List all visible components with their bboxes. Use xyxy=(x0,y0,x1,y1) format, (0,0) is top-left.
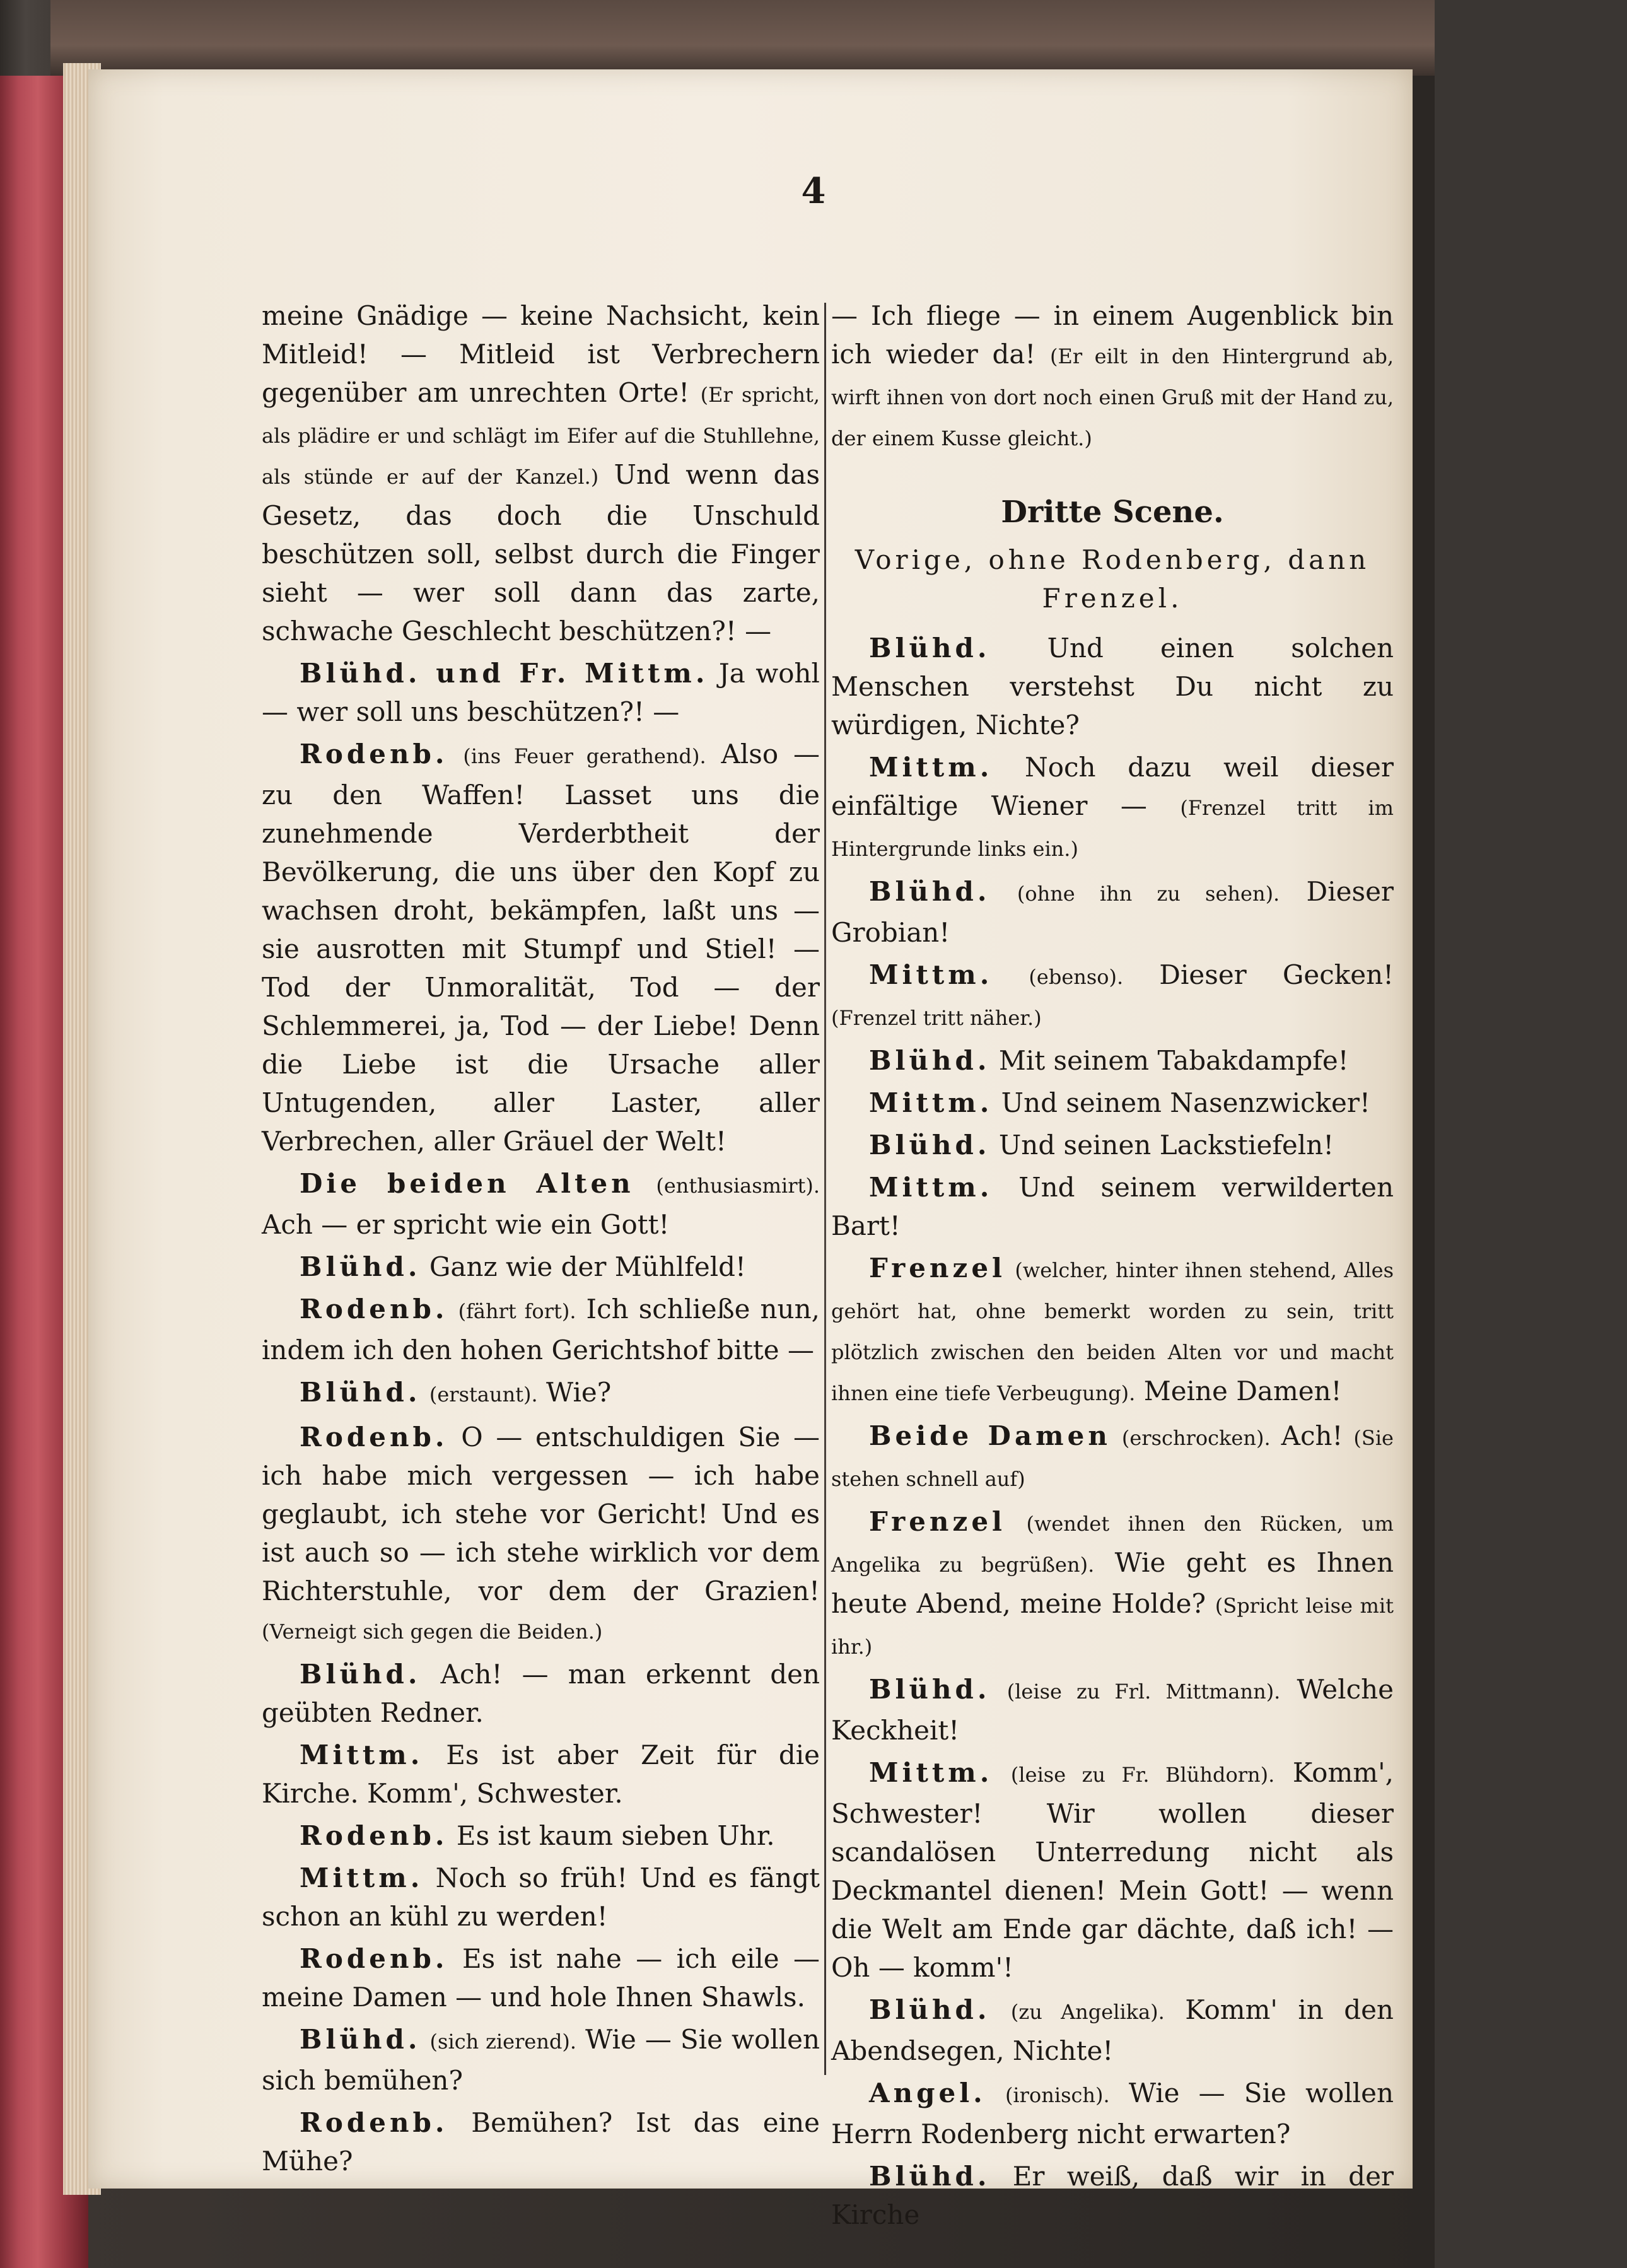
speaker-name: Mittm. xyxy=(300,1862,424,1893)
stage-direction: (ebenso). xyxy=(1029,965,1124,989)
speaker-name: Blühd. xyxy=(869,2161,991,2192)
speaker-name: Blühd. xyxy=(300,1377,421,1408)
speaker-name: Frenzel xyxy=(869,1253,1006,1283)
stage-direction: (zu Angelika). xyxy=(1010,2000,1165,2024)
dialogue-text: Komm' in den Abendsegen, Nichte! xyxy=(831,1994,1394,2066)
speaker-name: Blühd. xyxy=(300,1251,421,1282)
stage-direction: (wendet ihnen den Rücken, um Angelika zu begrüßen). xyxy=(831,1512,1394,1577)
speaker-name: Blühd. xyxy=(869,1994,991,2025)
dialogue-text: Und wenn das Gesetz, das doch die Unschuld beschützen soll, selbst durch die Finger sieht — wer soll dann das zarte, schwache Geschlecht beschützen?! — xyxy=(262,459,820,646)
dialogue-text: Er weiß, daß wir in der Kirche xyxy=(831,2161,1394,2230)
speaker-name: Blühd. xyxy=(869,1045,991,1076)
left-column xyxy=(262,296,820,2177)
dialogue-paragraph xyxy=(831,296,1394,458)
speaker-name: Rodenb. xyxy=(300,2107,448,2138)
dialogue-paragraph xyxy=(262,1248,820,1286)
speaker-name: Rodenb. xyxy=(300,1943,448,1974)
dialogue-paragraph xyxy=(262,1290,820,1369)
dialogue-text: Es ist nahe — ich eile — meine Damen — und hole Ihnen Shawls. xyxy=(262,1943,820,2013)
dialogue-paragraph xyxy=(831,1041,1394,1080)
dialogue-paragraph xyxy=(831,629,1394,744)
dialogue-text: Ach! — man erkennt den geübten Redner. xyxy=(262,1659,820,1728)
stage-direction: (erschrocken). xyxy=(1121,1426,1271,1450)
speaker-name: Frenzel xyxy=(869,1506,1006,1537)
dialogue-paragraph xyxy=(831,1126,1394,1164)
dialogue-text: Und seinen Lackstiefeln! xyxy=(998,1130,1334,1160)
dialogue-text: Ganz wie der Mühlfeld! xyxy=(429,1251,746,1282)
stage-direction: (Er spricht, als plädire er und schlägt im Eifer auf die Stuhllehne, als stünde er auf der Kanzel.) xyxy=(262,383,820,489)
dialogue-paragraph xyxy=(262,735,820,1160)
dialogue-text: Meine Damen! xyxy=(1143,1376,1342,1406)
dialogue-paragraph xyxy=(262,296,820,650)
speaker-name: Rodenb. xyxy=(300,739,448,769)
dialogue-text: Bemühen? Ist das eine Mühe? xyxy=(262,2107,820,2177)
scene-cast: Vorige, ohne Rodenberg, dann Frenzel. xyxy=(854,544,1370,614)
stage-direction: (Spricht leise mit ihr.) xyxy=(831,1594,1394,1659)
dialogue-paragraph xyxy=(831,1990,1394,2070)
stage-direction: (leise zu Frl. Mittmann). xyxy=(1006,1680,1281,1704)
stage-direction: (erstaunt). xyxy=(429,1382,538,1406)
stage-direction: (welcher, hinter ihnen stehend, Alles gehört hat, ohne bemerkt worden zu sein, tritt plötzlich zwischen den beiden Alten vor und macht ihnen eine tiefe Verbeugung). xyxy=(831,1258,1394,1405)
dialogue-paragraph xyxy=(262,1939,820,2016)
dialogue-text: — Ich fliege — in einem Augenblick bin ich wieder da! xyxy=(831,300,1394,370)
dialogue-text: Ich schließe nun, indem ich den hohen Gerichtshof bitte — xyxy=(262,1294,820,1365)
dialogue-paragraph xyxy=(262,654,820,731)
dialogue-paragraph xyxy=(831,872,1394,952)
speaker-name: Blühd. xyxy=(300,1659,421,1690)
dialogue-paragraph xyxy=(831,956,1394,1038)
stage-direction: (sich zierend). xyxy=(429,2030,577,2054)
dialogue-text: Ach — er spricht wie ein Gott! xyxy=(262,1209,670,1240)
dialogue-text: Dieser Gecken! xyxy=(1159,959,1394,990)
stage-direction: (ins Feuer gerathend). xyxy=(463,744,706,768)
dialogue-text: Also — zu den Waffen! Lasset uns die zunehmende Verderbtheit der Bevölkerung, die uns über den Kopf zu wachsen droht, bekämpfen, laßt uns — sie ausrotten mit Stumpf und Stiel! — Tod der Unmoralität, Tod — der Schlemmerei, ja, Tod — der Liebe! Denn die Liebe ist die Ursache aller Untugenden, aller Laster, aller Verbrechen, aller Gräuel der Welt! xyxy=(262,739,820,1157)
dialogue-paragraph xyxy=(262,1373,820,1414)
speaker-name: Rodenb. xyxy=(300,1294,448,1324)
stage-direction: (Sie stehen schnell auf) xyxy=(831,1426,1394,1491)
dialogue-text: Welche Keckheit! xyxy=(831,1674,1394,1746)
speaker-name: Blühd. xyxy=(869,633,991,663)
speaker-name: Mittm. xyxy=(869,1757,993,1788)
speaker-name: Mittm. xyxy=(869,959,993,990)
speaker-name: Angel. xyxy=(869,2078,986,2108)
stage-direction: (fährt fort). xyxy=(458,1299,576,1323)
dialogue-paragraph xyxy=(262,2103,820,2180)
dialogue-text: Und einen solchen Menschen verstehst Du nicht zu würdigen, Nichte? xyxy=(831,633,1394,740)
dialogue-text: Noch so früh! Und es fängt schon an kühl zu werden! xyxy=(262,1862,820,1932)
dialogue-paragraph xyxy=(831,2074,1394,2153)
dialogue-paragraph xyxy=(831,1168,1394,1245)
dialogue-paragraph xyxy=(262,1418,820,1651)
dialogue-paragraph xyxy=(831,1249,1394,1413)
dialogue-text: Und seinem verwilderten Bart! xyxy=(831,1172,1394,1241)
dialogue-text: meine Gnädige — keine Nachsicht, kein Mitleid! — Mitleid ist Verbrechern gegenüber am unrechten Orte! xyxy=(262,300,820,408)
dialogue-paragraph xyxy=(262,1655,820,1732)
stage-direction: (Frenzel tritt im Hintergrunde links ein.) xyxy=(831,796,1394,861)
dialogue-text: Ja wohl — wer soll uns beschützen?! — xyxy=(262,658,820,727)
dialogue-text: Noch dazu weil dieser einfältige Wiener — xyxy=(831,752,1394,821)
speaker-name: Mittm. xyxy=(869,752,993,783)
book-cover-edge xyxy=(50,0,1435,76)
dialogue-text: Ach! xyxy=(1281,1420,1343,1451)
dialogue-paragraph xyxy=(831,1084,1394,1122)
dialogue-paragraph xyxy=(262,1164,820,1244)
stage-direction: (ironisch). xyxy=(1005,2083,1110,2107)
stage-direction: (enthusiasmirt). xyxy=(656,1174,820,1198)
speaker-name: Blühd. und Fr. Mittm. xyxy=(300,658,709,689)
speaker-name: Blühd. xyxy=(869,876,991,907)
dialogue-text: Wie geht es Ihnen heute Abend, meine Holde? xyxy=(831,1547,1394,1619)
dialogue-text: Es ist kaum sieben Uhr. xyxy=(456,1820,775,1851)
dialogue-paragraph xyxy=(831,748,1394,868)
speaker-name: Rodenb. xyxy=(300,1820,448,1851)
dialogue-paragraph xyxy=(262,1859,820,1936)
stage-direction: (ohne ihn zu sehen). xyxy=(1017,882,1280,906)
dialogue-text: Es ist aber Zeit für die Kirche. Komm', Schwester. xyxy=(262,1739,820,1809)
speaker-name: Mittm. xyxy=(869,1172,993,1203)
column-divider xyxy=(824,303,826,2075)
dialogue-text: Mit seinem Tabakdampfe! xyxy=(998,1045,1349,1076)
dialogue-paragraph xyxy=(831,1753,1394,1987)
stage-direction: (Verneigt sich gegen die Beiden.) xyxy=(262,1620,603,1644)
speaker-name: Blühd. xyxy=(869,1674,991,1705)
speaker-name: Mittm. xyxy=(869,1087,993,1118)
speaker-name: Blühd. xyxy=(300,2024,421,2055)
dialogue-paragraph xyxy=(262,2020,820,2100)
stage-direction: (Er eilt in den Hintergrund ab, wirft ihnen von dort noch einen Gruß mit der Hand zu, der einem Kusse gleicht.) xyxy=(831,344,1394,450)
dialogue-paragraph xyxy=(262,1816,820,1855)
dialogue-paragraph xyxy=(831,1417,1394,1499)
dialogue-text: Wie? xyxy=(546,1377,612,1408)
dialogue-paragraph xyxy=(262,1736,820,1813)
dialogue-text: Komm', Schwester! Wir wollen dieser scandalösen Unterredung nicht als Deckmantel dienen! Mein Gott! — wenn die Welt am Ende gar dächte, daß ich! — Oh — komm'! xyxy=(831,1757,1394,1983)
stage-direction: (Frenzel tritt näher.) xyxy=(831,1006,1042,1030)
dialogue-paragraph xyxy=(831,2157,1394,2234)
dialogue-text: Und seinem Nasenzwicker! xyxy=(1001,1087,1370,1118)
right-column xyxy=(831,296,1394,2230)
page-number: 4 xyxy=(801,170,826,212)
dialogue-paragraph xyxy=(831,1670,1394,1750)
speaker-name: Mittm. xyxy=(300,1739,424,1770)
dialogue-text: O — entschuldigen Sie — ich habe mich vergessen — ich habe geglaubt, ich stehe vor Gericht! Und es ist auch so — ich stehe wirklich vor dem Richterstuhle, vor dem der Grazien! xyxy=(262,1422,820,1606)
speaker-name: Beide Damen xyxy=(869,1420,1111,1451)
scene-title: Dritte Scene. xyxy=(1001,494,1224,530)
dialogue-text: Wie — Sie wollen Herrn Rodenberg nicht erwarten? xyxy=(831,2078,1394,2149)
speaker-name: Rodenb. xyxy=(300,1422,448,1453)
dialogue-text: Dieser Grobian! xyxy=(831,876,1394,948)
dialogue-text: Wie — Sie wollen sich bemühen? xyxy=(262,2024,820,2096)
speaker-name: Die beiden Alten xyxy=(300,1168,634,1199)
dialogue-paragraph xyxy=(831,1502,1394,1666)
speaker-name: Blühd. xyxy=(869,1130,991,1160)
stage-direction: (leise zu Fr. Blühdorn). xyxy=(1010,1763,1275,1787)
